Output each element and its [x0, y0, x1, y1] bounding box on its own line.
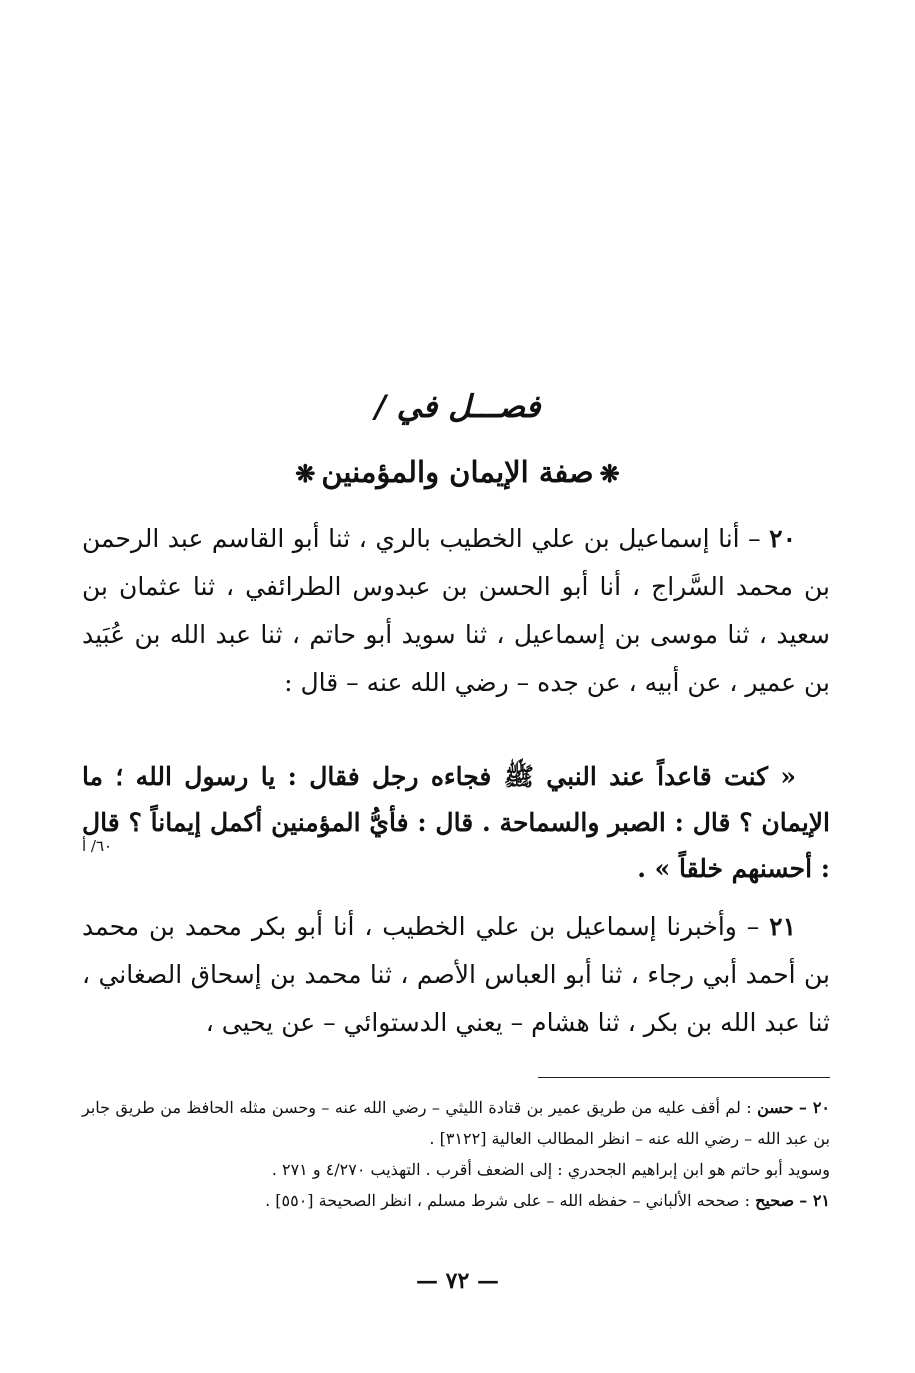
ornament-star-icon: ❋ — [599, 459, 620, 488]
section-title-text: صفة الإيمان والمؤمنين — [321, 455, 594, 489]
footnote-text: وسويد أبو حاتم هو ابن إبراهيم الجحدري : إلى الضعف أقرب . التهذيب ٤/٢٧٠ و ٢٧١ . — [271, 1160, 830, 1179]
section-heading — [0, 382, 915, 432]
footnote-grade: حسن — [757, 1098, 794, 1117]
footnote-number: ٢٠ – — [798, 1098, 831, 1117]
ornament-star-icon: ❋ — [295, 459, 316, 488]
footnote — [82, 1154, 830, 1185]
footnote-text: : صححه الألباني – حفظه الله – على شرط مسلم ، انظر الصحيحة [٥٥٠] . — [265, 1191, 750, 1210]
section-title — [0, 446, 915, 500]
hadith-isnad: وأخبرنا إسماعيل بن علي الخطيب ، أنا أبو بكر محمد بن محمد بن أحمد أبي رجاء ، ثنا أبو العباس الأصم ، ثنا محمد بن إسحاق الصغاني ، ثنا عبد الله بن بكر ، ثنا هشام – يعني الدستوائي – عن يحيى ، — [82, 912, 830, 1037]
page-number — [0, 1265, 915, 1297]
footnote — [82, 1092, 830, 1154]
footnote-number: ٢١ – — [799, 1191, 830, 1210]
hadith-isnad: أنا إسماعيل بن علي الخطيب بالري ، ثنا أبو القاسم عبد الرحمن بن محمد السَّراج ، أنا أبو الحسن بن عبدوس الطرائفي ، ثنا عثمان بن سعيد ، ثنا موسى بن إسماعيل ، ثنا سويد أبو حاتم ، ثنا عبد الله بن عُبَيد بن عمير ، عن أبيه ، عن جده – رضي الله عنه – قال : — [82, 524, 830, 697]
hadith-number: ٢١ — [769, 912, 797, 941]
hadith-dash: – — [748, 524, 761, 553]
footnote-grade: صحيح — [755, 1191, 795, 1210]
hadith-21 — [82, 903, 830, 1047]
manuscript-folio-ref — [82, 836, 112, 856]
hadith-dash: – — [746, 912, 760, 941]
hadith-21-paragraph — [82, 903, 830, 1047]
footnote — [82, 1185, 830, 1216]
footnote-divider — [538, 1077, 830, 1078]
page-number-text: — ٧٢ — — [416, 1268, 499, 1294]
hadith-number: ٢٠ — [769, 524, 797, 553]
hadith-20-matn — [82, 754, 830, 892]
hadith-matn-text: « كنت قاعداً عند النبي ﷺ فجاءه رجل فقال : يا رسول الله ؛ ما الإيمان ؟ قال : الصبر والسماحة . قال : فأيُّ المؤمنين أكمل إيماناً ؟ قال : أحسنهم خلقاً » . — [82, 762, 830, 883]
hadith-20-paragraph — [82, 515, 830, 707]
hadith-20 — [82, 515, 830, 707]
folio-ref-text: ٦٠/ أ — [82, 837, 113, 855]
section-heading-text: فصـــل في / — [374, 389, 541, 425]
footnote-text: : لم أقف عليه من طريق عمير بن قتادة الليثي – رضي الله عنه – وحسن مثله الحافظ من طريق جابر بن عبد الله – رضي الله عنه – انظر المطالب العالية [٣١٢٢] . — [82, 1098, 830, 1148]
footnotes — [82, 1092, 830, 1216]
